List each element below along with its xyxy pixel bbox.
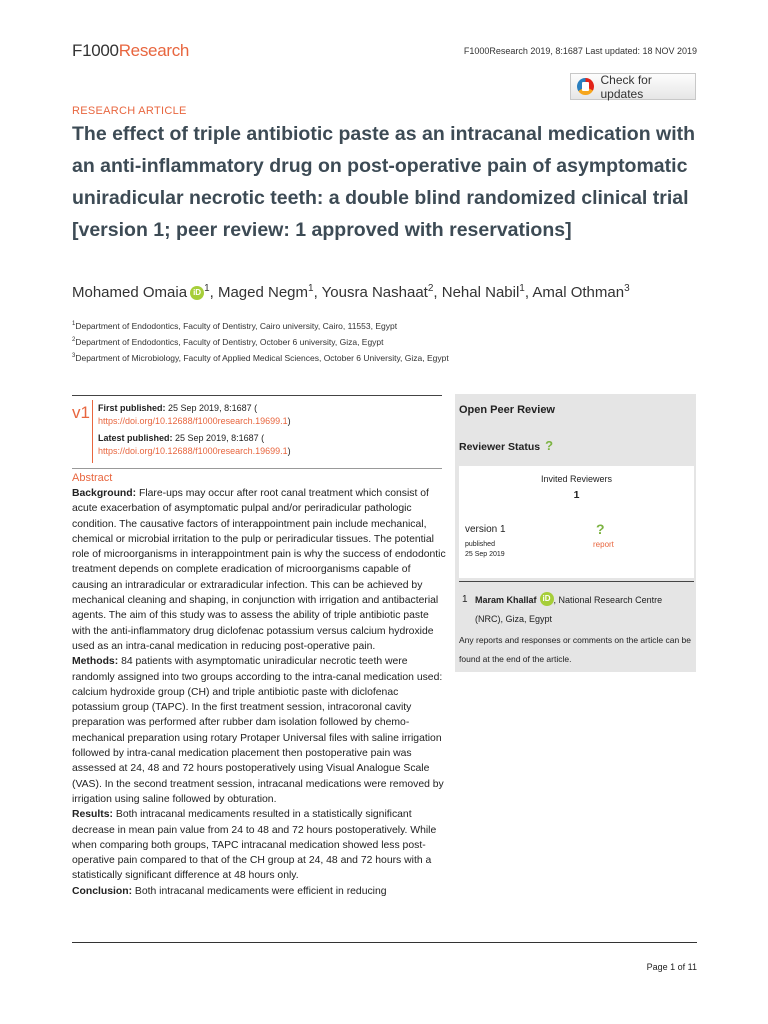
panel-divider [459,581,694,582]
version-badge: v1 [72,403,90,422]
version-published [465,540,505,560]
author-sup: 2 [427,283,434,294]
reviewer-status [459,438,553,453]
invited-reviewers-label: Invited Reviewers [540,474,613,484]
reviewers-table [459,466,694,578]
latest-published-close: ) [287,446,291,456]
results-label: Results: [72,809,113,821]
article-type: RESEARCH ARTICLE [72,105,187,117]
latest-published [98,432,438,458]
affiliation-text: Department of Endodontics, Faculty of Dentistry, Cairo university, Cairo, 11553, Egypt [75,321,398,331]
latest-published-value: 25 Sep 2019, 8:1687 ( [175,433,265,443]
author-name[interactable]: Mohamed Omaia [72,284,188,301]
abstract-results [72,807,446,883]
latest-published-label: Latest published: [98,433,173,443]
published-date: 25 Sep 2019 [465,551,505,558]
background-label: Background: [72,488,137,499]
reviewer-affiliation: , National Research Centre (NRC), Giza, Egypt [475,595,663,624]
first-published-label: First published: [98,403,166,413]
affiliation-sup: 1 [72,321,76,328]
first-published [98,402,438,428]
orcid-icon[interactable]: iD [540,592,554,606]
first-published-doi-link[interactable]: https://doi.org/10.12688/f1000research.19699.1 [98,416,288,426]
author-sup: 3 [624,283,630,294]
reviewer-entry [475,591,691,629]
conclusion-text: Both intracanal medicaments were efficient in reducing [134,885,387,897]
background-text: Flare-ups may occur after root canal treatment which consist of acute exacerbation of asymptomatic pulpal and/or periradicular pathologic condition. The causative factors of interappointment pain include mechanical, chemical or microbial irritation to the pulp or periradicular tissues. The potential role of microorganisms in interappointment pain is why the success of endodontic treatment depends on complete eradication of microorganisms capable of causing an intraradicular or extraradicular infection. This can be achieved by mechanical cleaning and shaping, in conjunction with irrigation and antibacterial agents. The aim of this study was to assess the ability of triple antibiotic paste with the anti-inflammatory drug diclofenac potassium versus calcium hydroxide used as an intra-canal medication in reducing post-operative pain. [72,488,446,652]
report-link[interactable]: report [593,540,614,549]
reviewer-number: 1 [462,594,468,605]
peer-review-panel [455,394,696,672]
results-text: Both intracanal medicaments resulted in a statistically significant decrease in mean pain value from 24 to 48 and 72 hours postoperatively. While when comparing both groups, TAPC intracanal medication showed less post-operative pain compared to that of the CH group at 24, 48 and 72 hours with a statistically significant difference at 48 hours only. [72,809,437,882]
first-published-value: 25 Sep 2019, 8:1687 ( [168,403,258,413]
version-label: version 1 [465,524,506,535]
article-meta: F1000Research 2019, 8:1687 Last updated: 18 NOV 2019 [463,46,697,56]
divider [72,468,442,469]
author-name[interactable]: Yousra Nashaat [321,284,428,301]
reviewer-status-label: Reviewer Status [459,441,541,453]
author-sup: 1 [204,283,210,294]
affiliation-text: Department of Endodontics, Faculty of Dentistry, October 6 university, Giza, Egypt [75,337,384,347]
article-title: The effect of triple antibiotic paste as an intracanal medication with an anti-inflammatory drug on post-operative pain of asymptomatic uniradicular necrotic teeth: a double blind randomized clinical trial [version 1; peer review: 1 approved with reservations] [72,123,696,241]
affiliation [72,321,712,331]
page-number: Page 1 of 11 [646,962,697,972]
check-for-updates-label: Check for updates [600,72,652,101]
abstract-body [72,486,446,899]
logo-suffix: Research [118,41,190,60]
affiliation-sup: 2 [72,337,76,344]
author-name[interactable]: Maged Negm [217,284,309,301]
abstract-methods [72,654,446,807]
crossmark-icon [577,78,594,95]
affiliation-text: Department of Microbiology, Faculty of Applied Medical Sciences, October 6 University, Giza, Egypt [75,353,449,363]
version-divider [92,400,93,463]
conclusion-label: Conclusion: [72,885,133,897]
abstract-conclusion [72,884,446,899]
question-mark-icon: ? [545,438,554,453]
affiliation [72,353,712,363]
footer-divider [72,942,697,943]
orcid-icon[interactable]: iD [190,286,204,300]
invited-reviewers-count: 1 [573,489,580,501]
author-sup: 1 [519,283,525,294]
peer-review-title: Open Peer Review [459,404,555,416]
affiliation [72,337,712,347]
author-name[interactable]: Nehal Nabil [441,284,520,301]
published-label: published [465,541,495,548]
reviewer-name[interactable]: Maram Khallaf [475,595,537,605]
check-for-updates-button[interactable] [570,73,696,100]
author-list: Mohamed Omaia iD $^1$, Maged Negm$^1$, Yousra Nashaat$^2$, Nehal Nabil$^1$, Amal Othman$^3$ [72,283,630,301]
affiliation-sup: 3 [72,353,76,360]
latest-published-doi-link[interactable]: https://doi.org/10.12688/f1000research.19699.1 [98,446,288,456]
first-published-close: ) [287,416,291,426]
report-status-icon[interactable]: ? [596,521,605,537]
journal-logo [72,41,189,61]
author-sup: 1 [308,283,314,294]
abstract-background [72,486,446,654]
logo-prefix: F1000 [72,41,119,60]
methods-label: Methods: [72,656,119,668]
abstract-heading: Abstract [72,472,113,484]
author-name[interactable]: Amal Othman [532,284,625,301]
divider [72,395,442,396]
review-note: Any reports and responses or comments on the article can be found at the end of the article. [459,635,691,664]
methods-text: 84 patients with asymptomatic uniradicular necrotic teeth were randomly assigned into two groups according to the intra-canal medication used: calcium hydroxide group (CH) and triple antibiotic paste with diclofenac potassium group (TAPC). In the first treatment session, intracoronal cavity preparation was performed after rubber dam isolation followed by chemo-mechanical preparation using rotary Protaper Universal files with saline irrigation followed by intra-canal medication placement then postoperative pain was assessed at 24, 48 and 72 hours postoperatively using Visual Analogue Scale (VAS). In the second treatment session, intracanal medications were removed by irrigation using saline followed by obturation. [72,656,444,805]
